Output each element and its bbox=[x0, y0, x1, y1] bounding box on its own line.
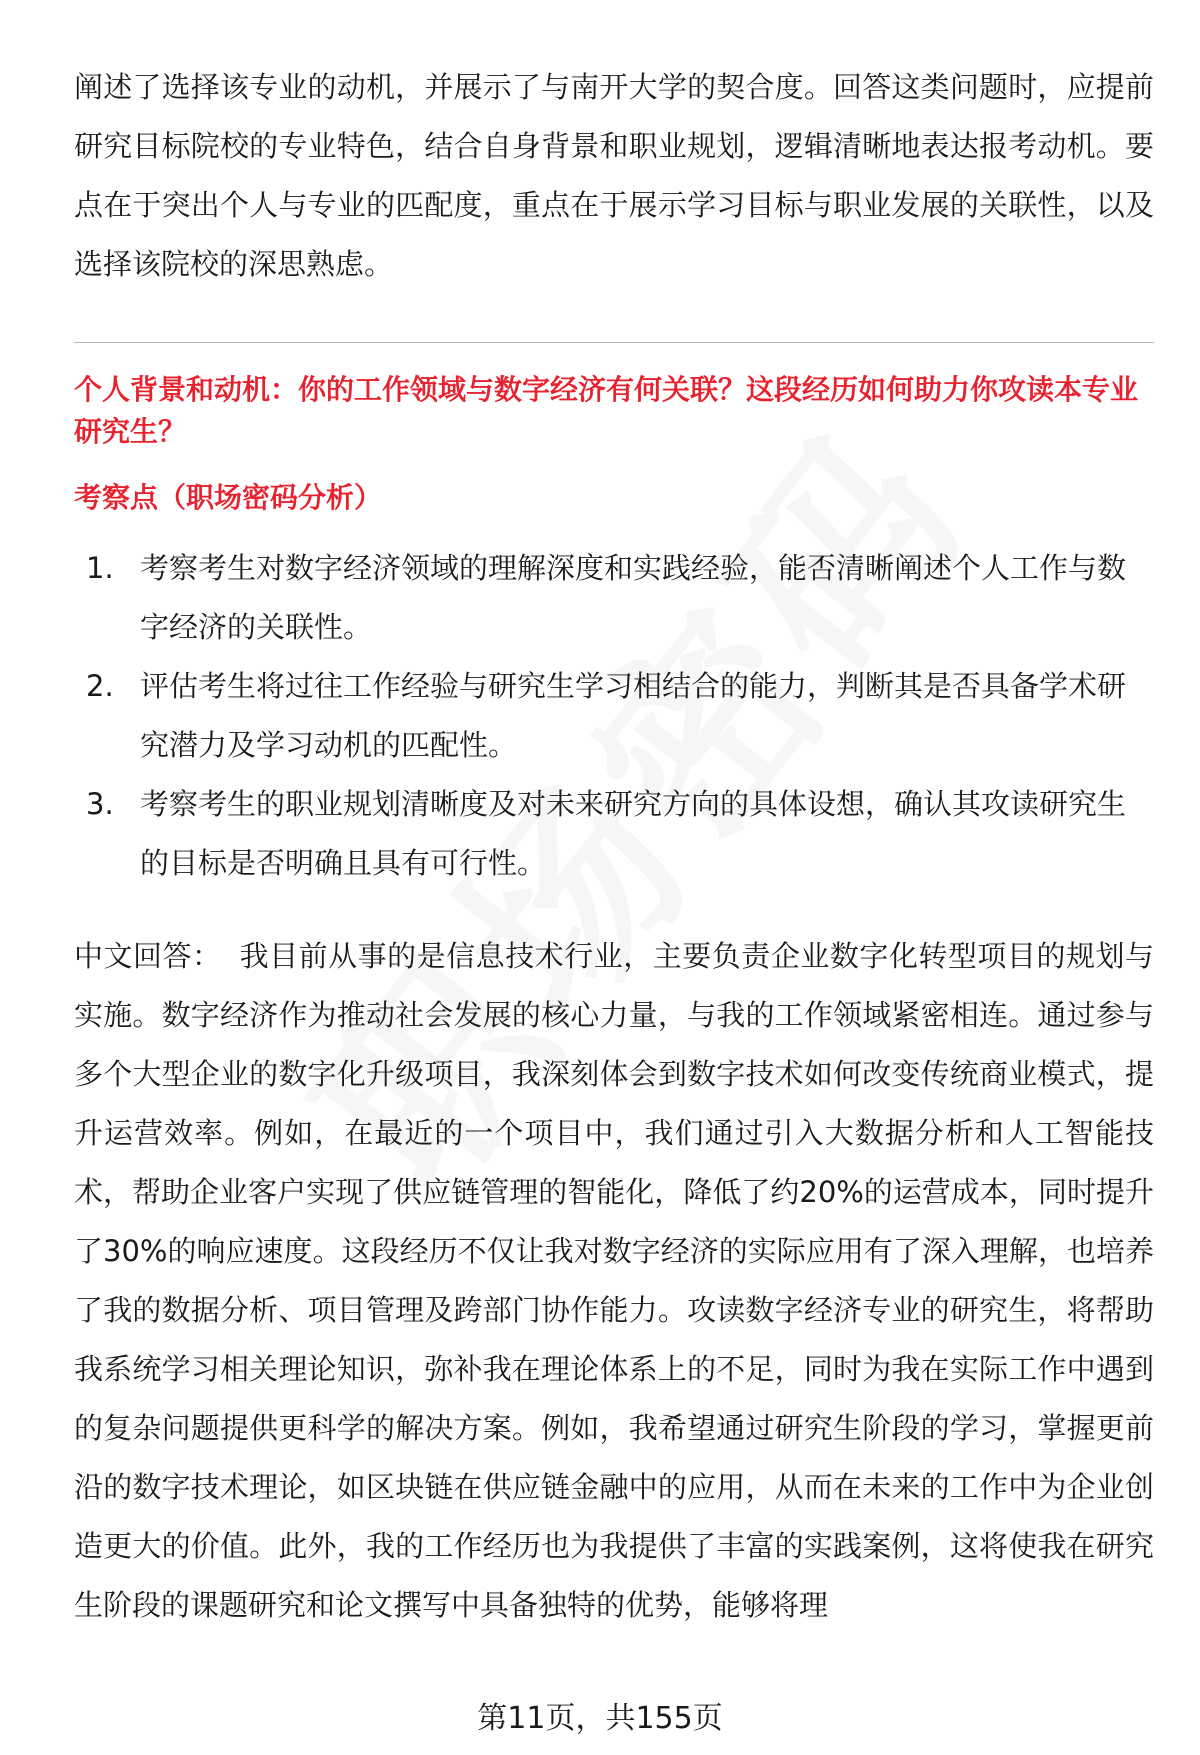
page-content bbox=[74, 58, 1154, 1635]
analysis-list bbox=[74, 539, 1154, 893]
point-text: 评估考生将过往工作经验与研究生学习相结合的能力，判断其是否具备学术研究潜力及学习动机的匹配性。 bbox=[140, 669, 1127, 762]
analysis-point bbox=[86, 539, 1154, 657]
question-heading: 个人背景和动机：你的工作领域与数字经济有何关联？这段经历如何助力你攻读本专业研究生？ bbox=[74, 373, 1139, 448]
analysis-heading: 考察点（职场密码分析） bbox=[74, 481, 383, 514]
answer-paragraph bbox=[74, 927, 1154, 1635]
point-number: 1. bbox=[86, 551, 114, 585]
answer-label: 中文回答： bbox=[74, 939, 222, 973]
point-text: 考察考生的职业规划清晰度及对未来研究方向的具体设想，确认其攻读研究生的目标是否明确且具有可行性。 bbox=[140, 787, 1127, 880]
answer-text: 我目前从事的是信息技术行业，主要负责企业数字化转型项目的规划与实施。数字经济作为推动社会发展的核心力量，与我的工作领域紧密相连。通过参与多个大型企业的数字化升级项目，我深刻体会到数字技术如何改变传统商业模式，提升运营效率。例如，在最近的一个项目中，我们通过引入大数据分析和人工智能技术，帮助企业客户实现了供应链管理的智能化，降低了约20%的运营成本，同时提升了30%的响应速度。这段经历不仅让我对数字经济的实际应用有了深入理解，也培养了我的数据分析、项目管理及跨部门协作能力。攻读数字经济专业的研究生，将帮助我系统学习相关理论知识，弥补我在理论体系上的不足，同时为我在实际工作中遇到的复杂问题提供更科学的解决方案。例如，我希望通过研究生阶段的学习，掌握更前沿的数字技术理论，如区块链在供应链金融中的应用，从而在未来的工作中为企业创造更大的价值。此外，我的工作经历也为我提供了丰富的实践案例，这将使我在研究生阶段的课题研究和论文撰写中具备独特的优势，能够将理 bbox=[74, 939, 1154, 1622]
analysis-point bbox=[86, 657, 1154, 775]
point-number: 3. bbox=[86, 787, 114, 821]
intro-paragraph: 阐述了选择该专业的动机，并展示了与南开大学的契合度。回答这类问题时，应提前研究目标院校的专业特色，结合自身背景和职业规划，逻辑清晰地表达报考动机。要点在于突出个人与专业的匹配度，重点在于展示学习目标与职业发展的关联性，以及选择该院校的深思熟虑。 bbox=[74, 70, 1154, 281]
section-divider bbox=[74, 342, 1154, 343]
point-text: 考察考生对数字经济领域的理解深度和实践经验，能否清晰阐述个人工作与数字经济的关联性。 bbox=[140, 551, 1127, 644]
page-footer: 第11页，共155页 bbox=[477, 1701, 723, 1736]
analysis-point bbox=[86, 775, 1154, 893]
point-number: 2. bbox=[86, 669, 114, 703]
